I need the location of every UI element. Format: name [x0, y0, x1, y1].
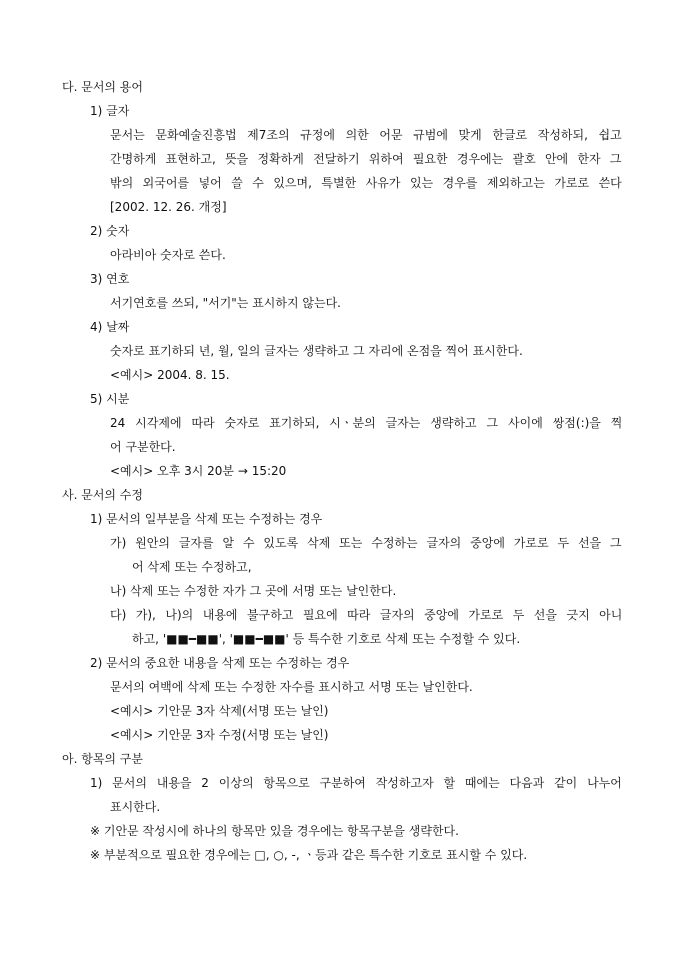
body-line: 밖의 외국어를 넣어 쓸 수 있으며, 특별한 사유가 있는 경우를 제외하고는 가로로 쓴다 [110, 176, 622, 190]
section-heading-a: 아. 항목의 구분 [62, 752, 143, 766]
sub-item-ga-cont: 어 삭제 또는 수정하고, [132, 560, 252, 574]
body-line: 문서의 여백에 삭제 또는 수정한 자수를 표시하고 서명 또는 날인한다. [110, 680, 473, 694]
body-line: 24 시각제에 따라 숫자로 표기하되, 시ㆍ분의 글자는 생략하고 그 사이에 쌍점(:)을 찍 [110, 416, 623, 430]
item-title-partial-edit: 1) 문서의 일부분을 삭제 또는 수정하는 경우 [90, 512, 323, 526]
body-line: 숫자로 표기하되 년, 월, 일의 글자는 생략하고 그 자리에 온점을 찍어 표시한다. [110, 344, 523, 358]
item-title-letters: 1) 글자 [90, 104, 130, 118]
item-title-date: 4) 날짜 [90, 320, 130, 334]
item-title-divide: 1) 문서의 내용을 2 이상의 항목으로 구분하여 작성하고자 할 때에는 다음과 같이 나누어 [90, 776, 622, 790]
item-title-divide-cont: 표시한다. [110, 800, 161, 814]
body-line: 서기연호를 쓰되, "서기"는 표시하지 않는다. [110, 296, 341, 310]
body-line: 문서는 문화예술진흥법 제7조의 규정에 의한 어문 규범에 맞게 한글로 작성하되, 쉽고 [110, 128, 622, 142]
item-title-time: 5) 시분 [90, 392, 130, 406]
example-line: <예시> 오후 3시 20분 → 15:20 [110, 464, 287, 478]
sub-item-dda-cont: 하고, '■■━■■', '■■━■■' 등 특수한 기호로 삭제 또는 수정할 수 있다. [132, 632, 521, 646]
section-heading-da: 다. 문서의 용어 [62, 80, 143, 94]
body-line: [2002. 12. 26. 개정] [110, 200, 227, 214]
example-line: <예시> 2004. 8. 15. [110, 368, 230, 382]
sub-item-dda: 다) 가), 나)의 내용에 불구하고 필요에 따라 글자의 중앙에 가로로 두 선을 긋지 아니 [110, 608, 623, 622]
sub-item-ga: 가) 원안의 글자를 알 수 있도록 삭제 또는 수정하는 글자의 중앙에 가로로 두 선을 그 [110, 536, 622, 550]
section-heading-sa: 사. 문서의 수정 [62, 488, 143, 502]
note-line: ※ 기안문 작성시에 하나의 항목만 있을 경우에는 항목구분을 생략한다. [90, 824, 459, 838]
example-line: <예시> 기안문 3자 삭제(서명 또는 날인) [110, 704, 329, 718]
item-title-era: 3) 연호 [90, 272, 130, 286]
body-line: 아라비아 숫자로 쓴다. [110, 248, 226, 262]
example-line: <예시> 기안문 3자 수정(서명 또는 날인) [110, 728, 329, 742]
sub-item-na: 나) 삭제 또는 수정한 자가 그 곳에 서명 또는 날인한다. [110, 584, 397, 598]
body-line: 어 구분한다. [110, 440, 176, 454]
item-title-important-edit: 2) 문서의 중요한 내용을 삭제 또는 수정하는 경우 [90, 656, 350, 670]
item-title-numbers: 2) 숫자 [90, 224, 130, 238]
note-line: ※ 부분적으로 필요한 경우에는 □, ○, -, ㆍ등과 같은 특수한 기호로 표시할 수 있다. [90, 848, 528, 862]
body-line: 간명하게 표현하고, 뜻을 정확하게 전달하기 위하여 필요한 경우에는 괄호 안에 한자 그 [110, 152, 622, 166]
